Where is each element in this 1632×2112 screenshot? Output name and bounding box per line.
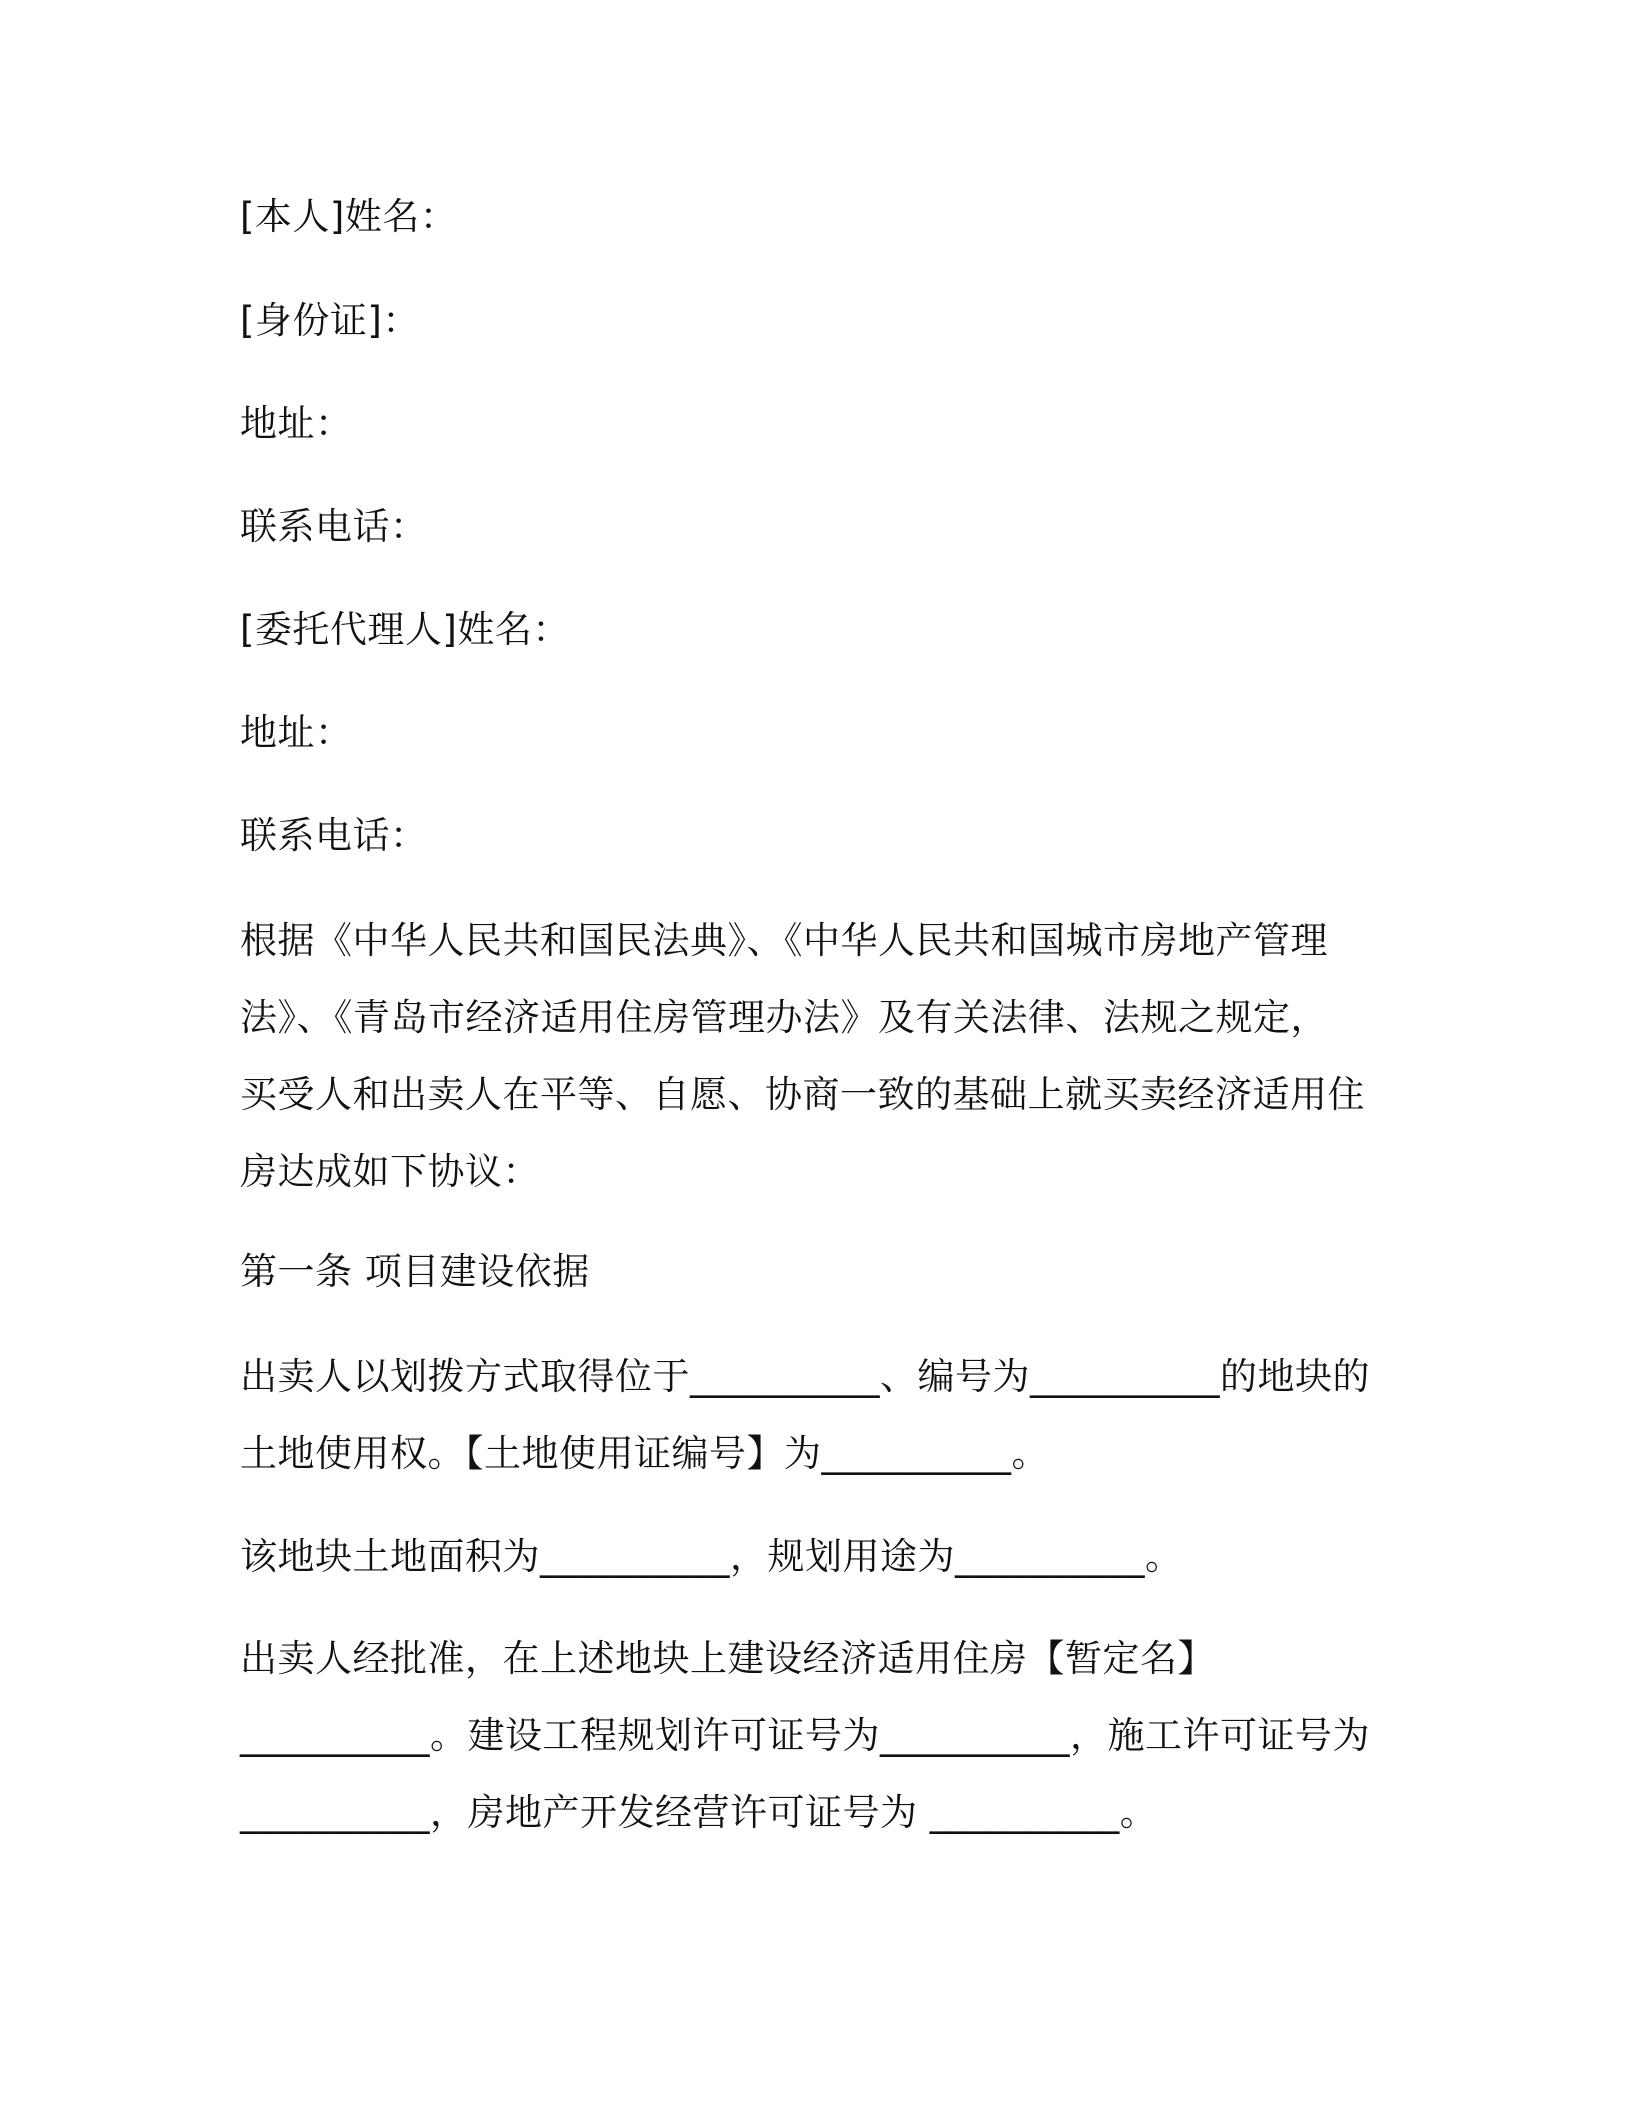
article-heading: 第一条 项目建设依据 <box>240 1250 590 1293</box>
agent-phone-field: 联系电话： <box>240 814 428 857</box>
preamble-line: 房达成如下协议： <box>240 1150 540 1193</box>
paragraph-line: __________。建设工程规划许可证号为__________，施工许可证号为 <box>240 1714 1370 1757</box>
preamble-line: 买受人和出卖人在平等、自愿、协商一致的基础上就买卖经济适用住 <box>240 1073 1365 1116</box>
preamble-line: 法》、《青岛市经济适用住房管理办法》及有关法律、法规之规定， <box>240 996 1328 1039</box>
land-area-paragraph <box>240 1518 1360 1595</box>
self-name-field: [本人]姓名： <box>240 195 458 238</box>
paragraph-line: 出卖人以划拨方式取得位于__________、编号为__________的地块的 <box>240 1355 1370 1398</box>
agent-name-field: [委托代理人]姓名： <box>240 608 570 651</box>
paragraph-line: 出卖人经批准，在上述地块上建设经济适用住房【暂定名】 <box>240 1637 1215 1680</box>
preamble-line: 根据《中华人民共和国民法典》、《中华人民共和国城市房地产管理 <box>240 919 1328 962</box>
preamble-paragraph <box>240 902 1365 1210</box>
paragraph-line: __________，房地产开发经营许可证号为 __________。 <box>240 1791 1158 1834</box>
permit-paragraph <box>240 1620 1370 1851</box>
self-address-field: 地址： <box>240 402 353 445</box>
self-phone-field: 联系电话： <box>240 505 428 548</box>
paragraph-line: 土地使用权。【土地使用证编号】为__________。 <box>240 1432 1049 1475</box>
paragraph-line: 该地块土地面积为__________，规划用途为__________。 <box>240 1535 1183 1578</box>
agent-address-field: 地址： <box>240 711 353 754</box>
self-id-field: [身份证]： <box>240 299 420 342</box>
land-use-paragraph <box>240 1338 1370 1492</box>
